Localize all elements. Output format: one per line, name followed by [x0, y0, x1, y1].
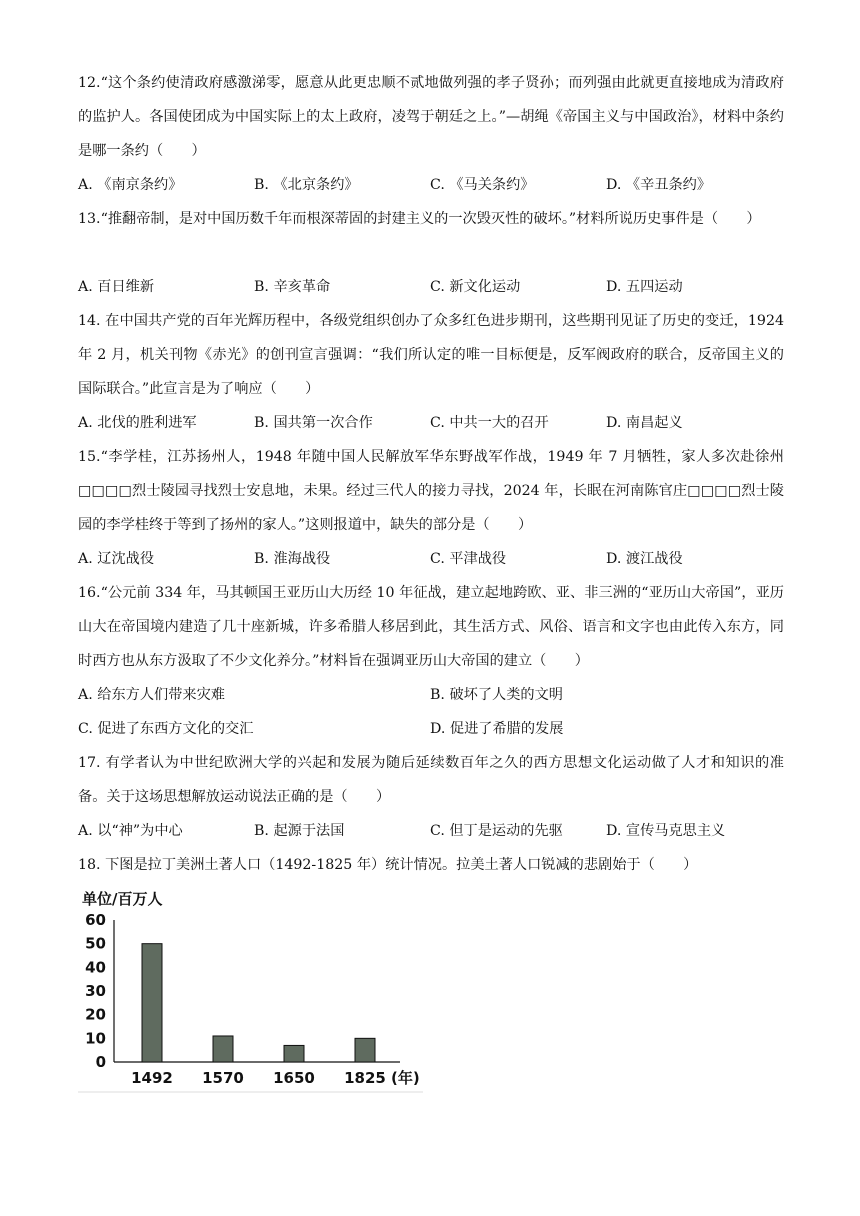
- question-13-stem: 13.“推翻帝制，是对中国历数千年而根深蒂固的封建主义的一次毁灭性的破坏。”材料所说历史事件是（ ）: [78, 211, 761, 227]
- question-18: [78, 848, 784, 882]
- option-a[interactable]: A. 辽沈战役: [78, 551, 155, 567]
- option-b[interactable]: B. 国共第一次合作: [254, 415, 373, 431]
- question-14-stem: 14. 在中国共产党的百年光辉历程中，各级党组织创办了众多红色进步期刊，这些期刊见证了历史的变迁，1924 年 2 月，机关刊物《赤光》的创刊宣言强调：“我们所认定的唯一目标便是，反军阀政府的联合，反帝国主义的国际联合。”此宣言是为了响应（ ）: [78, 313, 784, 397]
- option-b[interactable]: B. 《北京条约》: [254, 177, 359, 193]
- question-17-options: [78, 814, 784, 848]
- x-tick-labels: [131, 1069, 386, 1087]
- x-tick-label: 1825: [344, 1069, 386, 1087]
- x-axis-unit: (年): [391, 1069, 420, 1087]
- bar-1570: [213, 1036, 233, 1062]
- bar-1492: [142, 944, 162, 1062]
- y-tick-label: 30: [85, 982, 106, 1000]
- question-15-options: [78, 542, 784, 576]
- bars: [142, 944, 375, 1062]
- y-tick-label: 60: [85, 911, 106, 929]
- question-16: [78, 576, 784, 678]
- question-18-stem: 18. 下图是拉丁美洲土著人口（1492-1825 年）统计情况。拉美土著人口锐减的悲剧始于（ ）: [78, 857, 698, 873]
- option-a[interactable]: A. 以“神”为中心: [78, 823, 183, 839]
- question-12-options: [78, 168, 784, 202]
- option-a[interactable]: A. 《南京条约》: [78, 177, 183, 193]
- y-tick-label: 50: [85, 934, 106, 953]
- option-c[interactable]: C. 中共一大的召开: [430, 415, 549, 431]
- option-a[interactable]: A. 给东方人们带来灾难: [78, 687, 225, 703]
- y-tick-label: 10: [85, 1029, 106, 1048]
- option-b[interactable]: B. 起源于法国: [254, 823, 345, 839]
- y-tick-label: 0: [95, 1053, 106, 1071]
- question-14-options: [78, 406, 784, 440]
- population-chart: [78, 882, 423, 1094]
- question-17: [78, 746, 784, 814]
- question-14: [78, 304, 784, 406]
- question-17-stem: 17. 有学者认为中世纪欧洲大学的兴起和发展为随后延续数百年之久的西方思想文化运动做了人才和知识的准备。关于这场思想解放运动说法正确的是（ ）: [78, 755, 784, 805]
- option-c[interactable]: C. 平津战役: [430, 551, 507, 567]
- option-b[interactable]: B. 辛亥革命: [254, 279, 331, 295]
- option-d[interactable]: D. 促进了希腊的发展: [430, 721, 564, 737]
- bar-1650: [284, 1045, 304, 1062]
- y-tick-label: 40: [85, 958, 106, 977]
- x-tick-label: 1492: [131, 1069, 173, 1087]
- option-a[interactable]: A. 百日维新: [78, 279, 155, 295]
- x-tick-label: 1570: [202, 1069, 244, 1087]
- option-c[interactable]: C. 新文化运动: [430, 279, 521, 295]
- y-tick-label: 20: [85, 1005, 106, 1024]
- question-15: [78, 440, 784, 542]
- option-c[interactable]: C. 促进了东西方文化的交汇: [78, 721, 254, 737]
- option-d[interactable]: D. 渡江战役: [606, 551, 683, 567]
- question-16-options-row1: [78, 678, 784, 712]
- option-b[interactable]: B. 淮海战役: [254, 551, 331, 567]
- option-d[interactable]: D. 南昌起义: [606, 415, 683, 431]
- option-d[interactable]: D. 五四运动: [606, 279, 683, 295]
- question-12-stem: 12.“这个条约使清政府感激涕零，愿意从此更忠顺不贰地做列强的孝子贤孙；而列强由此就更直接地成为清政府的监护人。各国使团成为中国实际上的太上政府，凌驾于朝廷之上。”—胡绳《帝国主义与中国政治》，材料中条约是哪一条约（ ）: [78, 75, 784, 159]
- option-d[interactable]: D. 宣传马克思主义: [606, 823, 726, 839]
- bar-chart-svg: [78, 882, 423, 1094]
- question-13: [78, 202, 784, 236]
- question-16-options-row2: [78, 712, 784, 746]
- y-axis-label: 单位/百万人: [82, 890, 163, 908]
- question-13-options: [78, 270, 784, 304]
- question-16-stem: 16.“公元前 334 年，马其顿国王亚历山大历经 10 年征战，建立起地跨欧、亚、非三洲的“亚历山大帝国”，亚历山大在帝国境内建造了几十座新城，许多希腊人移居到此，其生活方式、风俗、语言和文字也由此传入东方，同时西方也从东方汲取了不少文化养分。”材料旨在强调亚历山大帝国的建立（ ）: [78, 585, 784, 669]
- option-a[interactable]: A. 北伐的胜利进军: [78, 415, 197, 431]
- bar-1825: [355, 1038, 375, 1062]
- option-c[interactable]: C. 但丁是运动的先驱: [430, 823, 563, 839]
- option-c[interactable]: C. 《马关条约》: [430, 177, 535, 193]
- x-tick-label: 1650: [273, 1069, 315, 1087]
- question-15-stem: 15.“李学桂，江苏扬州人，1948 年随中国人民解放军华东野战军作战，1949 年 7 月牺牲，家人多次赴徐州□□□□烈士陵园寻找烈士安息地，未果。经过三代人的接力寻找，2024 年，长眠在河南陈官庄□□□□烈士陵园的李学桂终于等到了扬州的家人。”这则报道中，缺失的部分是（ ）: [78, 449, 784, 533]
- question-12: [78, 66, 784, 168]
- option-b[interactable]: B. 破坏了人类的文明: [430, 687, 563, 703]
- option-d[interactable]: D. 《辛丑条约》: [606, 177, 712, 193]
- y-tick-labels: [85, 911, 106, 1071]
